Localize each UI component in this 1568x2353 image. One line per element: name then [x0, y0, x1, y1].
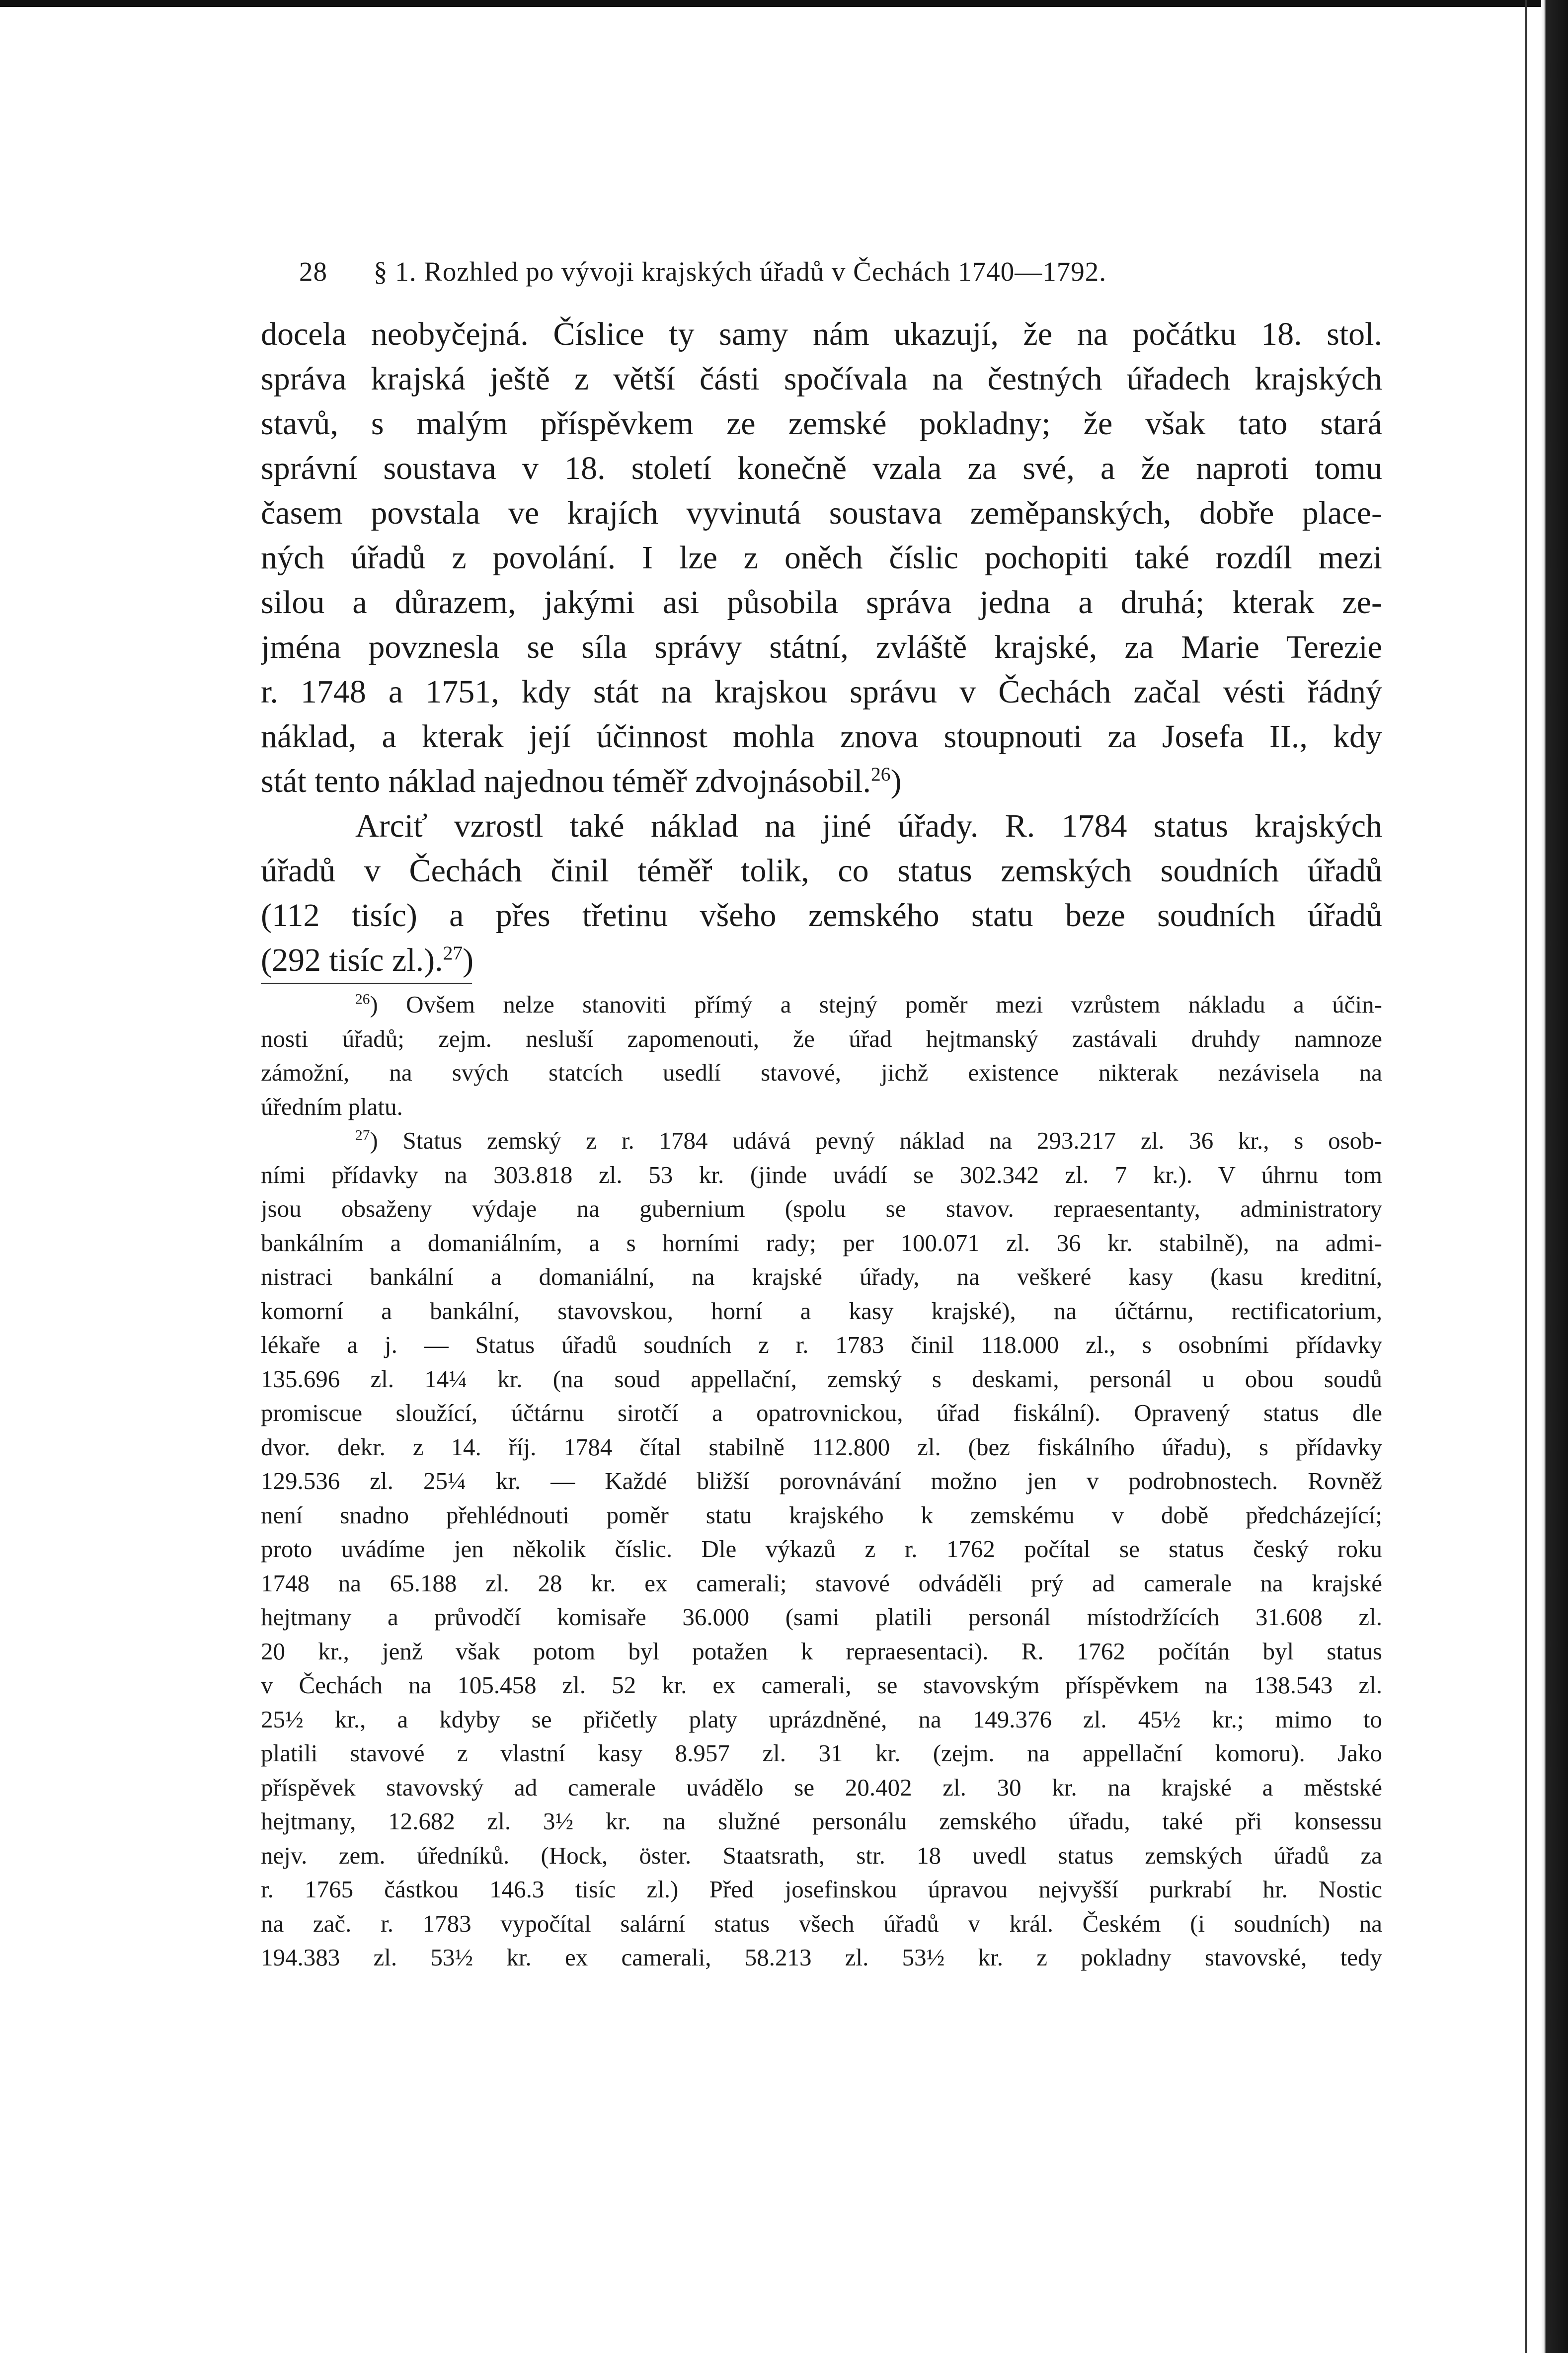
- footnote-line: lékaře a j. — Status úřadů soudních z r. 1783 činil 118.000 zl., s osobními přídavky: [261, 1331, 1382, 1358]
- footnote-line: nistraci bankální a domaniální, na krajské úřady, na veškeré kasy (kasu kreditní,: [261, 1263, 1382, 1290]
- footnote-line: dvor. dekr. z 14. říj. 1784 čítal stabilně 112.800 zl. (bez fiskálního úřadu), s přídavky: [261, 1433, 1382, 1461]
- footnote-divider: [261, 983, 472, 984]
- footnote-line: proto uvádíme jen několik číslic. Dle výkazů z r. 1762 počítal se status český roku: [261, 1535, 1382, 1563]
- text-line: [261, 938, 1382, 983]
- text-line: stavů, s malým příspěvkem ze zemské pokladny; že však tato stará: [261, 405, 1382, 442]
- text-line: Arciť vzrostl také náklad na jiné úřady. R. 1784 status krajských: [355, 808, 1382, 844]
- text-line: správa krajská ještě z větší části spočívala na čestných úřadech krajských: [261, 361, 1382, 397]
- text-line: silou a důrazem, jakými asi působila správa jedna a druhá; kterak ze-: [261, 584, 1382, 621]
- text-line: docela neobyčejná. Číslice ty samy nám ukazují, že na počátku 18. stol.: [261, 316, 1382, 352]
- text-line: [261, 759, 1382, 804]
- footnote-ref-26[interactable]: 26: [871, 763, 891, 785]
- footnote-line: příspěvek stavovský ad camerale uvádělo se 20.402 zl. 30 kr. na krajské a městské: [261, 1773, 1382, 1801]
- footnote-line: hejtmany a průvodčí komisaře 36.000 (sami platili personál místodržících 31.608 zl.: [261, 1603, 1382, 1631]
- footnote-line: 135.696 zl. 14¼ kr. (na soud appellační, zemský s deskami, personál u obou soudů: [261, 1365, 1382, 1393]
- footnote-marker-27: 27: [355, 1127, 370, 1144]
- text-line: úřadů v Čechách činil téměř tolik, co status zemských soudních úřadů: [261, 853, 1382, 889]
- footnote-line: zámožní, na svých statcích usedlí stavové, jichž existence nikterak nezávisela na: [261, 1059, 1382, 1086]
- footnote-line: [261, 1124, 1382, 1158]
- running-head: [299, 256, 1392, 296]
- footnote-ref-paren: ): [463, 942, 474, 978]
- chapter-title: § 1. Rozhled po vývoji krajských úřadů v Čechách 1740—1792.: [374, 256, 1106, 287]
- footnote-text: ) Ovšem nelze stanoviti přímý a stejný poměr mezi vzrůstem nákladu a účin-: [370, 991, 1382, 1018]
- footnote-line: na zač. r. 1783 vypočítal salární status všech úřadů v král. Českém (i soudních) na: [261, 1909, 1382, 1937]
- footnote-line: 20 kr., jenž však potom byl potažen k repraesentaci). R. 1762 počítán byl status: [261, 1637, 1382, 1665]
- footnote-ref-27[interactable]: 27: [443, 942, 463, 964]
- footnote-line: ními přídavky na 303.818 zl. 53 kr. (jinde uvádí se 302.342 zl. 7 kr.). V úhrnu tom: [261, 1161, 1382, 1188]
- footnote-line: úředním platu.: [261, 1093, 403, 1120]
- footnote-line: nosti úřadů; zejm. nesluší zapomenouti, že úřad hejtmanský zastávali druhdy namnoze: [261, 1024, 1382, 1052]
- text-line: r. 1748 a 1751, kdy stát na krajskou správu v Čechách začal vésti řádný: [261, 674, 1382, 710]
- text-line: ných úřadů z povolání. I lze z oněch číslic pochopiti také rozdíl mezi: [261, 540, 1382, 576]
- footnote-line: 25½ kr., a kdyby se přičetly platy uprázdněné, na 149.376 zl. 45½ kr.; mimo to: [261, 1705, 1382, 1733]
- footnote-ref-paren: ): [890, 763, 902, 799]
- footnote-line: hejtmany, 12.682 zl. 3½ kr. na služné personálu zemského úřadu, také při konsessu: [261, 1807, 1382, 1835]
- footnote-line: není snadno přehlédnouti poměr statu krajského k zemskému v době předcházející;: [261, 1501, 1382, 1529]
- footnotes: [261, 988, 1382, 1975]
- text-line: správní soustava v 18. století konečně vzala za své, a že naproti tomu: [261, 450, 1382, 486]
- footnote-line: [261, 988, 1382, 1022]
- footnote-line: platili stavové z vlastní kasy 8.957 zl. 31 kr. (zejm. na appellační komoru). Jako: [261, 1739, 1382, 1767]
- text-line: (112 tisíc) a přes třetinu všeho zemského statu beze soudních úřadů: [261, 897, 1382, 934]
- footnote-line: 1748 na 65.188 zl. 28 kr. ex camerali; stavové odváděli prý ad camerale na krajské: [261, 1569, 1382, 1597]
- footnote-text: ) Status zemský z r. 1784 udává pevný náklad na 293.217 zl. 36 kr., s osob-: [370, 1127, 1382, 1154]
- footnote-line: promiscue sloužící, účtárnu sirotčí a opatrovnickou, úřad fiskální). Opravený status dle: [261, 1399, 1382, 1426]
- footnote-line: 194.383 zl. 53½ kr. ex camerali, 58.213 zl. 53½ kr. z pokladny stavovské, tedy: [261, 1944, 1382, 1971]
- text-line: náklad, a kterak její účinnost mohla znova stoupnouti za Josefa II., kdy: [261, 718, 1382, 755]
- footnote-line: 129.536 zl. 25¼ kr. — Každé bližší porovnávání možno jen v podrobnostech. Rovněž: [261, 1467, 1382, 1494]
- footnote-line: r. 1765 částkou 146.3 tisíc zl.) Před josefinskou úpravou nejvyšší purkrabí hr. Nostic: [261, 1876, 1382, 1903]
- text-line-content: (292 tisíc zl.).: [261, 942, 443, 978]
- text-line: časem povstala ve krajích vyvinutá soustava zeměpanských, dobře place-: [261, 495, 1382, 531]
- footnote-line: nejv. zem. úředníků. (Hock, öster. Staatsrath, str. 18 uvedl status zemských úřadů za: [261, 1841, 1382, 1869]
- page-number: 28: [299, 256, 327, 287]
- text-line: jména povznesla se síla správy státní, zvláště krajské, za Marie Terezie: [261, 629, 1382, 665]
- main-text: [261, 312, 1382, 983]
- footnote-line: v Čechách na 105.458 zl. 52 kr. ex camerali, se stavovským příspěvkem na 138.543 zl.: [261, 1671, 1382, 1699]
- footnote-marker-26: 26: [355, 991, 370, 1008]
- footnote-line: jsou obsaženy výdaje na gubernium (spolu se stavov. repraesentanty, administratory: [261, 1195, 1382, 1222]
- text-line-content: stát tento náklad najednou téměř zdvojnásobil.: [261, 763, 871, 799]
- footnote-line: komorní a bankální, stavovskou, horní a kasy krajské), na účtárnu, rectificatorium,: [261, 1297, 1382, 1325]
- footnote-line: bankálním a domaniálním, a s horními rady; per 100.071 zl. 36 kr. stabilně), na admi-: [261, 1229, 1382, 1256]
